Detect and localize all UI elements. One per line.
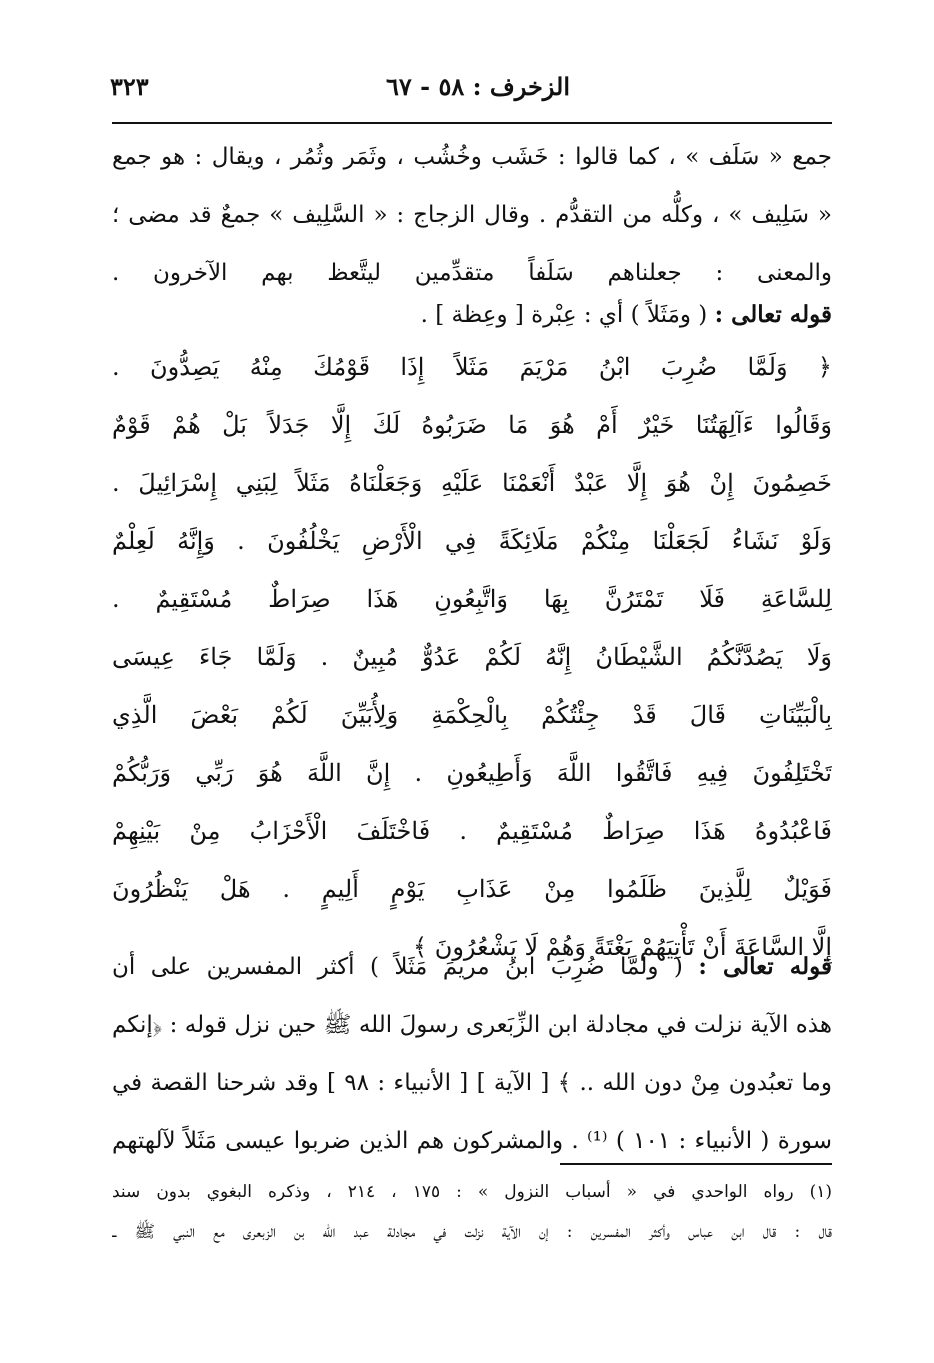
quran-line: تَخْتَلِفُونَ فِيهِ فَاتَّقُوا اللَّهَ وَأَطِيعُونِ . إِنَّ اللَّهَ هُوَ رَبِّي وَرَبُّكُمْ bbox=[112, 759, 832, 787]
footnotes bbox=[112, 1172, 832, 1252]
paragraph-1 bbox=[112, 128, 832, 302]
quran-line: إِلَّا السَّاعَةَ أَنْ تَأْتِيَهُمْ بَغْتَةً وَهُمْ لَا يَشْعُرُونَ ﴾ bbox=[413, 933, 832, 961]
verse-commentary: ( ولمَّا ضُرِبَ ابنُ مريمَ مَثَلاً ) أكثر المفسرين على أن bbox=[112, 954, 683, 980]
quran-line: وَلَوْ نَشَاءُ لَجَعَلْنَا مِنْكُمْ مَلَائِكَةً فِي الْأَرْضِ يَخْلُفُونَ . وَإِنَّهُ لَعِلْمٌ bbox=[112, 527, 832, 555]
quran-verses bbox=[112, 338, 832, 976]
quran-line: لِلسَّاعَةِ فَلَا تَمْتَرُنَّ بِهَا وَاتَّبِعُونِ هَذَا صِرَاطٌ مُسْتَقِيمٌ . bbox=[112, 585, 832, 613]
text-line: سورة ( الأنبياء : ١٠١ ) ⁽¹⁾ . والمشركون هم الذين ضربوا عيسى مَثَلاً لآلهتهم bbox=[112, 1128, 832, 1154]
quran-line: فَاعْبُدُوهُ هَذَا صِرَاطٌ مُسْتَقِيمٌ . فَاخْتَلَفَ الْأَحْزَابُ مِنْ بَيْنِهِمْ bbox=[112, 817, 832, 845]
quran-line: وَلَا يَصُدَّنَّكُمُ الشَّيْطَانُ إِنَّهُ لَكُمْ عَدُوٌّ مُبِينٌ . وَلَمَّا جَاءَ عِيسَى bbox=[112, 643, 832, 671]
verse-reference-lead: قوله تعالى : bbox=[714, 301, 832, 328]
paragraph-2 bbox=[112, 286, 832, 344]
text-line: « سَلِيف » ، وكلُّه من التقدُّم . وقال الزجاج : « السَّلِيف » جمعٌ قد مضى ؛ bbox=[112, 202, 832, 228]
verse-reference-lead: قوله تعالى : bbox=[698, 953, 832, 980]
text-line: وما تعبُدون مِنْ دون الله .. ﴾ [ الآية ] [ الأنبياء : ٩٨ ] وقد شرحنا القصة في bbox=[112, 1070, 832, 1096]
text-line bbox=[112, 938, 832, 996]
page-header bbox=[110, 66, 830, 106]
footnote-rule bbox=[560, 1163, 832, 1165]
quran-line: فَوَيْلٌ لِلَّذِينَ ظَلَمُوا مِنْ عَذَابِ يَوْمٍ أَلِيمٍ . هَلْ يَنْظُرُونَ bbox=[112, 875, 832, 903]
verse-commentary: ( ومَثَلاً ) أي : عِبْرة [ وعِظة ] . bbox=[420, 302, 708, 328]
text-line bbox=[112, 286, 832, 344]
text-line: جمع « سَلَف » ، كما قالوا : خَشَب وخُشُب ، وثَمَر وثُمُر ، ويقال : هو جمع bbox=[112, 144, 832, 170]
text-line: والمعنى : جعلناهم سَلَفاً متقدِّمين ليتَّعظ بهم الآخرون . bbox=[112, 260, 832, 286]
footnote-line: (١) رواه الواحدي في « أسباب النزول » : ١٧٥ ، ٢١٤ ، وذكره البغوي بدون سند bbox=[112, 1182, 832, 1202]
quran-line: ﴿ وَلَمَّا ضُرِبَ ابْنُ مَرْيَمَ مَثَلاً إِذَا قَوْمُكَ مِنْهُ يَصِدُّونَ . bbox=[112, 353, 832, 381]
page-number: ٣٢٣ bbox=[110, 72, 149, 101]
quran-line: بِالْبَيِّنَاتِ قَالَ قَدْ جِئْتُكُمْ بِالْحِكْمَةِ وَلِأُبَيِّنَ لَكُمْ بَعْضَ الَّذِي bbox=[112, 701, 832, 729]
paragraph-3 bbox=[112, 938, 832, 1170]
surah-header-title: الزخرف : ٥٨ - ٦٧ bbox=[386, 72, 570, 101]
quran-line: خَصِمُونَ إِنْ هُوَ إِلَّا عَبْدٌ أَنْعَمْنَا عَلَيْهِ وَجَعَلْنَاهُ مَثَلاً لِبَنِي إِسْرَائِيلَ . bbox=[112, 469, 832, 497]
quran-line: وَقَالُوا ءَآلِهَتُنَا خَيْرٌ أَمْ هُوَ مَا ضَرَبُوهُ لَكَ إِلَّا جَدَلاً بَلْ هُمْ قَوْمٌ bbox=[112, 411, 832, 439]
footnote-line: قال : قال ابن عباس وأكثر المفسرين : إن الآية نزلت في مجادلة عبد الله بن الزبعرى مع النبي ﷺ ــ bbox=[112, 1222, 832, 1242]
header-rule bbox=[112, 122, 832, 124]
text-line: هذه الآية نزلت في مجادلة ابن الزِّبَعرى رسولَ الله ﷺ حين نزل قوله : ﴿إنكم bbox=[112, 1012, 832, 1038]
